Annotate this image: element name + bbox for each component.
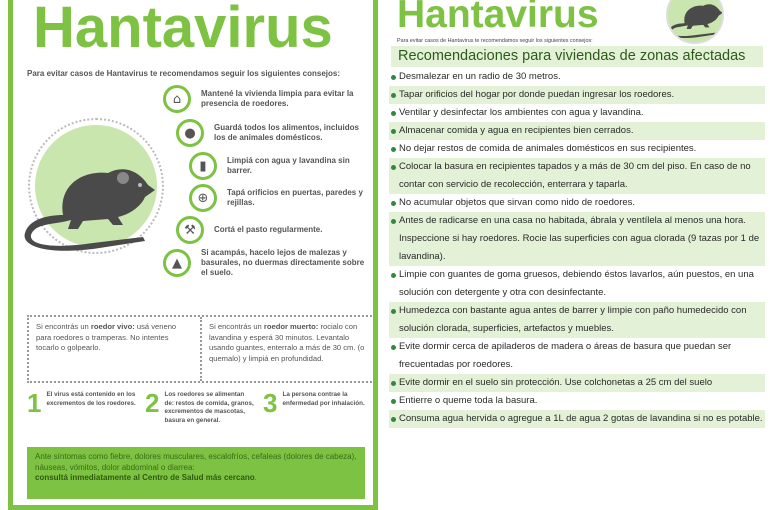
list-item: Evite dormir cerca de apiladeros de madera o áreas de basura que puedan ser frecuentadas por roedores. <box>389 338 765 374</box>
list-item: Evite dormir en el suelo sin protección. Use colchonetas a 25 cm del suelo <box>389 374 765 392</box>
left-poster <box>8 0 378 510</box>
poster-subtitle: Para evitar casos de Hantavirus te recomendamos seguir los siguientes consejos: <box>27 69 341 78</box>
list-item: Consuma agua hervida o agregue a 1L de agua 2 gotas de lavandina si no es potable. <box>389 410 765 428</box>
tip-item <box>176 119 371 147</box>
list-item: Colocar la basura en recipientes tapados y a más de 30 cm del piso. En caso de no contar con servicio de recolección, enterrara y taparla. <box>389 158 765 194</box>
lawnmower-icon: ⚒ <box>176 216 204 244</box>
tip-text: Mantené la vivienda limpia para evitar la presencia de roedores. <box>201 89 354 108</box>
tip-text: Guardá todos los alimentos, incluidos los de animales domésticos. <box>214 123 359 142</box>
rodent-instructions-box <box>27 315 375 383</box>
fact-number: 3 <box>263 388 278 418</box>
fact-3 <box>263 388 373 425</box>
fact-number: 2 <box>145 388 160 418</box>
tip-text: Si acampás, hacelo lejos de malezas y basurales, no duermas directamente sobre el suelo. <box>201 248 365 277</box>
list-item: No dejar restos de comida de animales domésticos en sus recipientes. <box>389 140 765 158</box>
grate-icon: ⊕ <box>189 184 217 212</box>
dead-rodent-note: Si encontrás un roedor muerto: rocialo con lavandina y esperá 30 minutos. Levantalo usando guantes, enterralo a más de 30 cm. (o quemalo) y limpiá en profundidad. <box>200 317 373 381</box>
poster-title: Hantavirus <box>33 0 333 60</box>
rat-icon <box>666 0 724 44</box>
list-item: Ventilar y desinfectar los ambientes con agua y lavandina. <box>389 104 765 122</box>
apple-icon: ● <box>176 119 204 147</box>
list-item: Limpie con guantes de goma gruesos, debiendo éstos lavarlos, aún puestos, en una solución con detergente y otra con desinfectante. <box>389 266 765 302</box>
tent-icon: ▲ <box>163 249 191 277</box>
tip-item <box>189 184 371 212</box>
fact-text: La persona contrae la enfermedad por inhalación. <box>282 391 365 407</box>
list-item: Tapar orificios del hogar por donde puedan ingresar los roedores. <box>389 86 765 104</box>
tip-text: Limpiá con agua y lavandina sin barrer. <box>227 156 350 175</box>
fact-text: El virus está contenido en los excrementos de los roedores. <box>46 391 136 407</box>
bleach-bottle-icon: ▮ <box>189 152 217 180</box>
fact-1 <box>27 388 137 425</box>
tip-text: Cortá el pasto regularmente. <box>214 225 323 234</box>
list-item: Almacenar comida y agua en recipientes bien cerrados. <box>389 122 765 140</box>
tip-item <box>176 216 371 244</box>
house-icon: ⌂ <box>163 85 191 113</box>
fact-2 <box>145 388 255 425</box>
facts-row <box>27 388 373 425</box>
tip-item <box>163 248 371 278</box>
list-item: Humedezca con bastante agua antes de barrer y limpie con paño humedecido con solución clorada, superficies, artefactos y muebles. <box>389 302 765 338</box>
recommendations-list <box>389 68 765 428</box>
fact-text: Los roedores se alimentan de: restos de comida, granos, excrementos de mascotas, basura en general. <box>164 391 254 424</box>
recommendations-heading: Recomendaciones para viviendas de zonas afectadas <box>391 46 763 67</box>
tip-text: Tapá orificios en puertas, paredes y rejillas. <box>227 188 363 207</box>
tip-item <box>189 152 371 180</box>
list-item: Desmalezar en un radio de 30 metros. <box>389 68 765 86</box>
alive-rodent-note: Si encontrás un roedor vivo: usá veneno para roedores o tramperas. No intentes tocarlo o golpearlo. <box>36 322 177 352</box>
poster-subtitle: Para evitar casos de Hantavirus te recomendamos seguir los siguientes consejos: <box>397 38 593 44</box>
list-item: Entierre o queme toda la basura. <box>389 392 765 410</box>
list-item: No acumular objetos que sirvan como nido de roedores. <box>389 194 765 212</box>
right-poster <box>385 0 770 500</box>
list-item: Antes de radicarse en una casa no habitada, ábrala y ventílela al menos una hora. Inspeccione si hay roedores. Rocie las superficies con agua clorada (9 tazas por 1 de lavandina). <box>389 212 765 266</box>
poster-title: Hantavirus <box>397 0 599 36</box>
fact-number: 1 <box>27 388 42 418</box>
symptoms-alert: Ante síntomas como fiebre, dolores musculares, escalofríos, cefaleas (dolores de cabeza), náuseas, vómitos, dolor abdominal o diarrea: consultá inmediatamente al Centro de Salud más cercano. <box>27 447 365 499</box>
tip-item <box>163 85 371 113</box>
rat-icon <box>23 145 163 255</box>
